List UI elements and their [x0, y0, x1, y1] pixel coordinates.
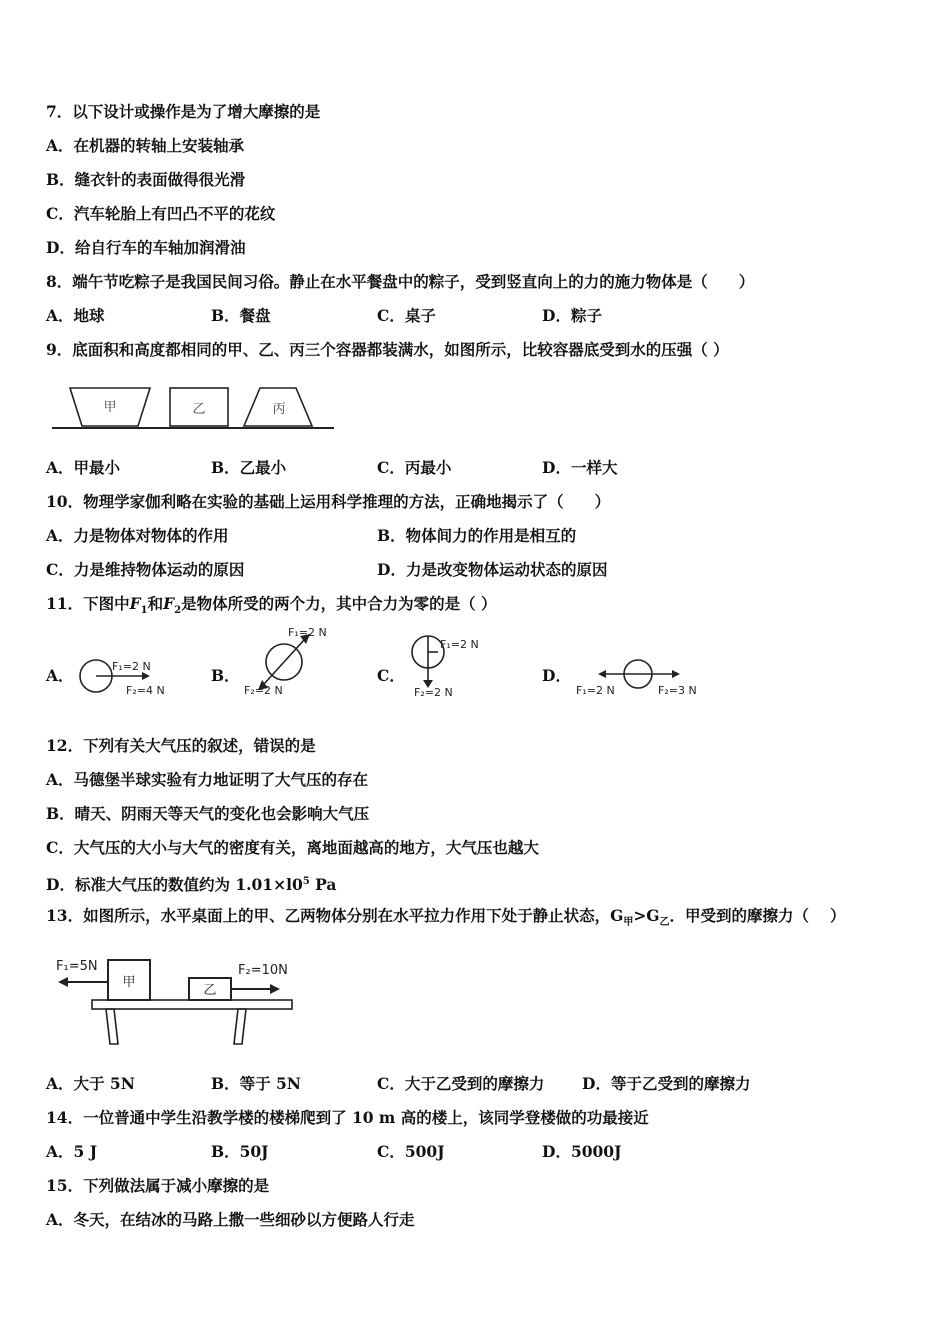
q8-stem: 8．端午节吃粽子是我国民间习俗。静止在水平餐盘中的粽子，受到竖直向上的力的施力物体是（ ） — [46, 272, 755, 291]
q13-option-d: D．等于乙受到的摩擦力 — [582, 1074, 751, 1093]
q8-option-d: D．粽子 — [542, 306, 602, 325]
q10-option-a: A．力是物体对物体的作用 — [46, 526, 229, 545]
q7-option-d: D．给自行车的车轴加润滑油 — [46, 238, 246, 257]
q12-option-c: C．大气压的大小与大气的密度有关，离地面越高的地方，大气压也越大 — [46, 838, 539, 857]
q9-option-d: D．一样大 — [542, 458, 618, 477]
q7-option-c: C．汽车轮胎上有凹凸不平的花纹 — [46, 204, 276, 223]
q8-option-b: B．餐盘 — [211, 306, 271, 325]
q11-stem — [46, 594, 496, 621]
q10-option-c: C．力是维持物体运动的原因 — [46, 560, 245, 579]
q7-stem: 7．以下设计或操作是为了增大摩擦的是 — [46, 102, 321, 121]
q11-a-f2-label: F₂=4 N — [126, 684, 165, 697]
q11-b-f2-label: F₂=2 N — [244, 684, 283, 697]
q13-stem-part: ．甲受到的摩擦力（ ） — [669, 906, 846, 925]
q9-stem: 9．底面积和高度都相同的甲、乙、丙三个容器都装满水，如图所示，比较容器底受到水的压强（ ） — [46, 340, 729, 359]
q11-figure-b — [240, 622, 340, 700]
q11-figure-a — [76, 650, 186, 700]
q11-f1-symbol: F — [129, 594, 141, 613]
q14-option-c: C．500J — [377, 1142, 445, 1161]
q11-option-c: C． — [377, 666, 405, 685]
q11-stem-part: 是物体所受的两个力，其中合力为零的是（ ） — [181, 594, 497, 613]
q12-option-d-unit: Pa — [309, 875, 337, 895]
q11-figure-c — [404, 630, 504, 702]
q11-c-f2-label: F₂=2 N — [414, 686, 453, 699]
q15-option-a: A．冬天，在结冰的马路上撒一些细砂以方便路人行走 — [46, 1210, 415, 1229]
q12-option-b: B．晴天、阴雨天等天气的变化也会影响大气压 — [46, 804, 370, 823]
q14-option-b: B．50J — [211, 1142, 269, 1161]
q13-g-yi-subscript: 乙 — [659, 917, 670, 929]
q13-table-figure — [52, 952, 312, 1052]
q9-label-yi: 乙 — [192, 402, 206, 417]
q14-option-a: A．5 J — [46, 1142, 98, 1161]
q11-option-a: A． — [46, 666, 74, 685]
q11-c-f1-label: F₁=2 N — [440, 638, 479, 651]
q13-table-top — [92, 1000, 292, 1009]
q12-option-d — [46, 872, 336, 895]
q9-label-jia: 甲 — [103, 400, 117, 415]
q9-option-a: A．甲最小 — [46, 458, 121, 477]
q13-table-leg-left — [106, 1009, 118, 1044]
q14-option-d: D．5000J — [542, 1142, 622, 1161]
q13-box-yi-label: 乙 — [203, 983, 217, 998]
q11-figure-d — [574, 656, 714, 700]
q11-stem-part: 11．下图中 — [46, 594, 130, 613]
q8-option-c: C．桌子 — [377, 306, 436, 325]
q13-f2-label: F₂=10N — [238, 963, 288, 978]
q13-stem-part: 13．如图所示，水平桌面上的甲、乙两物体分别在水平拉力作用下处于静止状态，G — [46, 906, 624, 925]
q12-option-d-prefix: D．标准大气压的数值约为 1.01×l0 — [46, 875, 303, 895]
q12-stem: 12．下列有关大气压的叙述，错误的是 — [46, 736, 316, 755]
q7-option-b: B．缝衣针的表面做得很光滑 — [46, 170, 246, 189]
q9-option-b: B．乙最小 — [211, 458, 287, 477]
q13-g-jia-subscript: 甲 — [623, 917, 634, 929]
q7-option-a: A．在机器的转轴上安装轴承 — [46, 136, 245, 155]
q11-option-d: D． — [542, 666, 571, 685]
q11-f2-symbol: F — [163, 594, 175, 613]
q8-option-a: A．地球 — [46, 306, 105, 325]
q12-option-d-exponent: 5 — [302, 876, 310, 887]
q11-b-f1-label: F₁=2 N — [288, 626, 327, 639]
q13-stem — [46, 906, 845, 933]
q9-containers-figure — [50, 380, 340, 436]
q15-stem: 15．下列做法属于减小摩擦的是 — [46, 1176, 270, 1195]
q11-f1-subscript: 1 — [140, 605, 148, 617]
q10-option-b: B．物体间力的作用是相互的 — [377, 526, 577, 545]
q9-option-c: C．丙最小 — [377, 458, 452, 477]
q12-option-a: A．马德堡半球实验有力地证明了大气压的存在 — [46, 770, 369, 789]
q13-f1-label: F₁=5N — [56, 959, 98, 974]
q10-stem: 10．物理学家伽利略在实验的基础上运用科学推理的方法，正确地揭示了（ ） — [46, 492, 611, 511]
q13-option-a: A．大于 5N — [46, 1074, 135, 1093]
q11-d-f2-label: F₂=3 N — [658, 684, 697, 697]
q11-f2-subscript: 2 — [174, 605, 182, 617]
q13-box-jia-label: 甲 — [122, 975, 136, 990]
q10-option-d: D．力是改变物体运动状态的原因 — [377, 560, 608, 579]
q11-option-b: B． — [211, 666, 240, 685]
q14-stem: 14．一位普通中学生沿教学楼的楼梯爬到了 10 m 高的楼上，该同学登楼做的功最接近 — [46, 1108, 649, 1127]
q11-d-f1-label: F₁=2 N — [576, 684, 615, 697]
q11-a-f1-label: F₁=2 N — [112, 660, 151, 673]
q13-option-b: B．等于 5N — [211, 1074, 301, 1093]
q13-stem-part: >G — [633, 906, 660, 925]
q13-table-leg-right — [234, 1009, 246, 1044]
q13-option-c: C．大于乙受到的摩擦力 — [377, 1074, 545, 1093]
q11-stem-part: 和 — [147, 594, 164, 613]
q9-label-bing: 丙 — [272, 402, 286, 417]
